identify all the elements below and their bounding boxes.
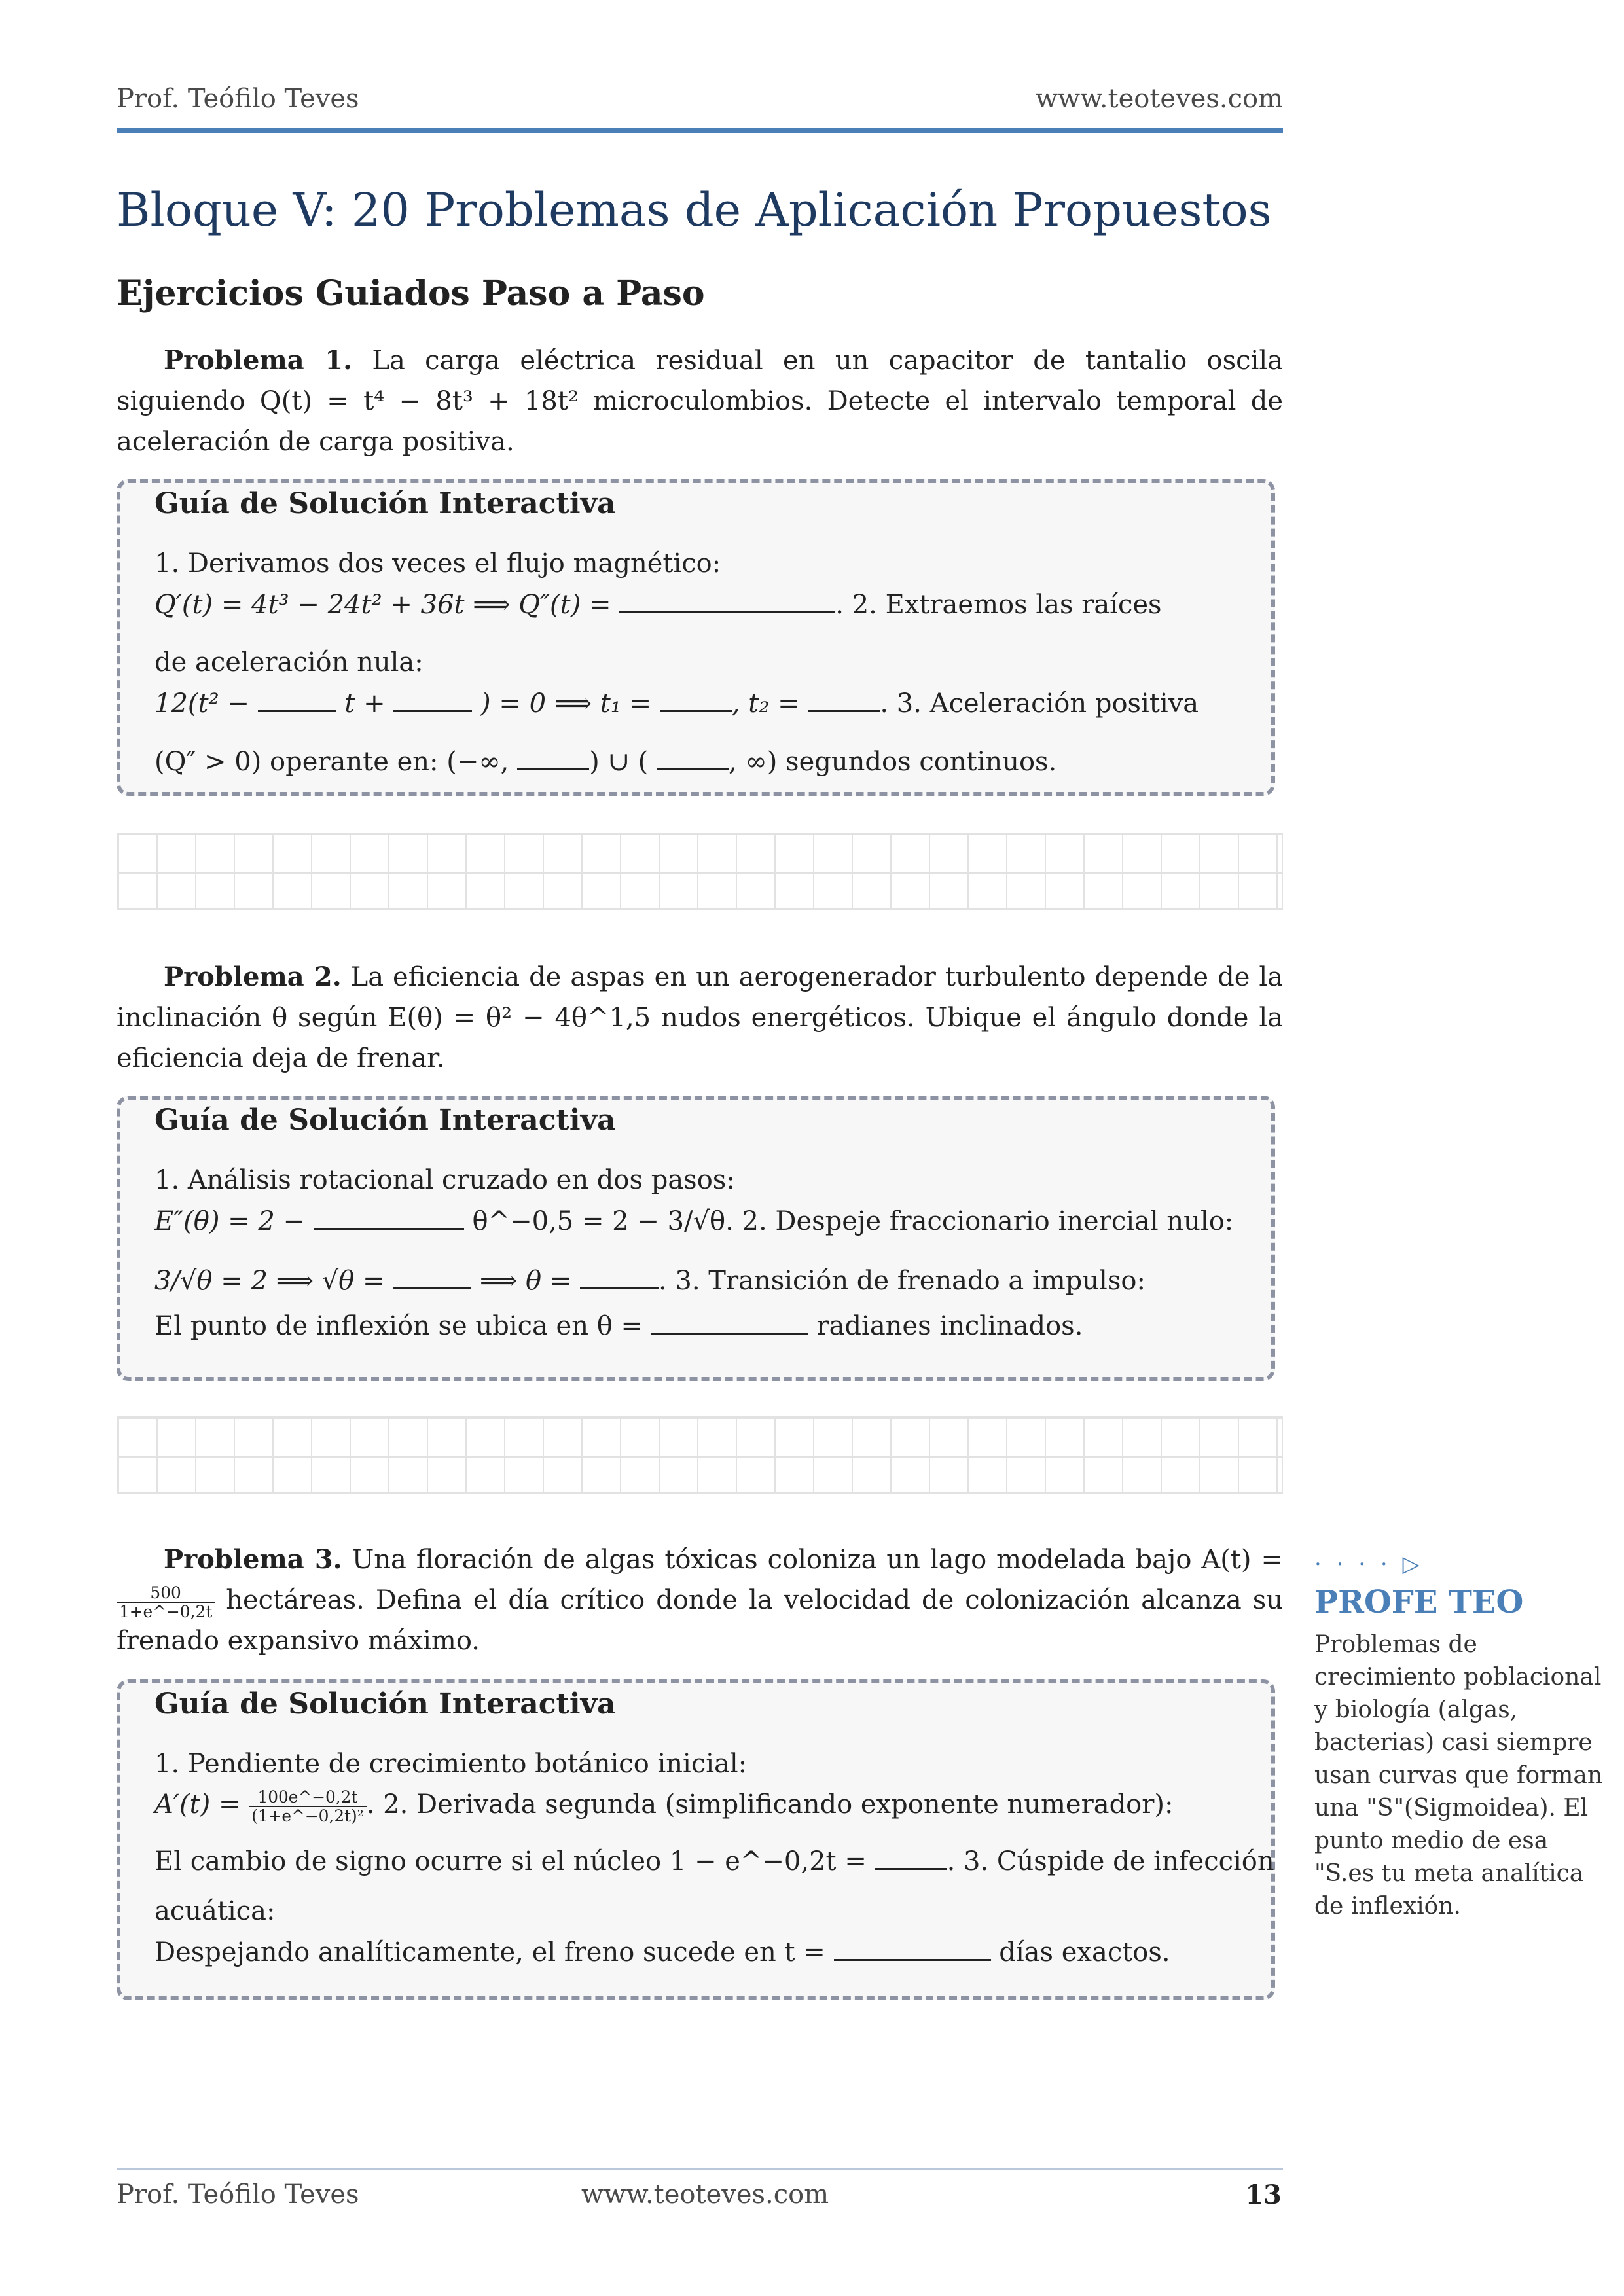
guide-3-step-1: 1. Pendiente de crecimiento botánico inicial: — [154, 1749, 748, 1779]
guide-1-eq-part-d: , t₂ = — [731, 689, 800, 719]
guide-1-step-2: . 2. Extraemos las raíces — [835, 590, 1162, 620]
header-divider — [117, 128, 1283, 133]
side-note-title: PROFE TEO — [1314, 1584, 1524, 1621]
guide-1-title: Guía de Solución Interactiva — [154, 487, 616, 520]
guide-3-solve-b: días exactos. — [999, 1937, 1170, 1968]
answer-blank[interactable] — [393, 1260, 471, 1289]
side-note-text: Problemas de crecimiento poblacional y biología (algas, bacterias) casi siempre usan curvas que forman una "S"(Sigmoidea). El punto medio de esa "S.es tu meta analítica de inflexión. — [1314, 1631, 1602, 1920]
section-subtitle: Ejercicios Guiados Paso a Paso — [117, 274, 705, 314]
answer-blank[interactable] — [834, 1931, 991, 1961]
guide-2-step-1: 1. Análisis rotacional cruzado en dos pasos: — [154, 1165, 735, 1195]
guide-2-body — [154, 1160, 1245, 1353]
scratch-grid-2[interactable] — [117, 1416, 1283, 1494]
header-author: Prof. Teófilo Teves — [117, 84, 359, 114]
guide-2-inflection-b: radianes inclinados. — [816, 1311, 1083, 1341]
answer-blank[interactable] — [657, 741, 729, 770]
guide-1-eq-part-a: 12(t² − — [154, 689, 249, 719]
guide-1-derivative: Q′(t) = 4t³ − 24t² + 36t ⟹ Q″(t) = — [154, 590, 611, 620]
answer-blank[interactable] — [580, 1260, 659, 1289]
answer-blank[interactable] — [314, 1200, 464, 1230]
guide-2-title: Guía de Solución Interactiva — [154, 1103, 616, 1137]
answer-blank[interactable] — [808, 683, 880, 712]
guide-2-step-3: . 3. Transición de frenado a impulso: — [659, 1266, 1146, 1296]
guide-3-step-2: . 2. Derivada segunda (simplificando exponente numerador): — [366, 1789, 1174, 1820]
problem-3-fraction-den: 1+e^−0,2t — [119, 1602, 213, 1621]
guide-3-eq-a: A′(t) = — [154, 1789, 241, 1820]
problem-3-statement-b: hectáreas. Defina el día crítico donde la velocidad de colonización alcanza su frenado expansivo máximo. — [117, 1585, 1283, 1657]
answer-blank[interactable] — [619, 584, 835, 613]
guide-1-roots-intro: de aceleración nula: — [154, 647, 424, 677]
guide-3-solve-a: Despejando analíticamente, el freno sucede en t = — [154, 1937, 825, 1968]
guide-2-eq-b: θ^−0,5 = 2 − 3/√θ. 2. Despeje fraccionario inercial nulo: — [472, 1206, 1234, 1236]
guide-1-interval-c: , ∞) segundos continuos. — [728, 747, 1057, 777]
answer-blank[interactable] — [651, 1305, 808, 1335]
problem-3-fraction — [117, 1584, 215, 1621]
guide-box-3 — [117, 1679, 1275, 2000]
guide-3-title: Guía de Solución Interactiva — [154, 1687, 616, 1721]
guide-3-step-3: . 3. Cúspide de infección — [947, 1846, 1274, 1877]
side-note — [1314, 1551, 1602, 1923]
problem-2-statement: La eficiencia de aspas en un aerogenerador turbulento depende de la inclinación θ según E(θ) = θ² − 4θ^1,5 nudos energéticos. Ubique el ángulo donde la eficiencia deja de frenar. — [117, 962, 1284, 1073]
guide-box-2 — [117, 1096, 1275, 1381]
guide-1-interval-a: (Q″ > 0) operante en: (−∞, — [154, 747, 509, 777]
footer-divider — [117, 2168, 1283, 2170]
header-website[interactable]: www.teoteves.com — [1035, 84, 1283, 114]
answer-blank[interactable] — [875, 1840, 947, 1870]
scratch-grid-1[interactable] — [117, 833, 1283, 910]
answer-blank[interactable] — [660, 683, 732, 712]
guide-1-step-3: . 3. Aceleración positiva — [880, 689, 1199, 719]
problem-1-label: Problema 1. — [164, 345, 353, 376]
guide-2-root-a: 3/√θ = 2 ⟹ √θ = — [154, 1266, 385, 1296]
guide-3-fraction — [249, 1788, 366, 1825]
problem-3-statement-a: Una floración de algas tóxicas coloniza un lago modelada bajo A(t) = — [352, 1545, 1283, 1575]
guide-3-body — [154, 1744, 1274, 1979]
guide-1-eq-part-b: t + — [344, 689, 386, 719]
problem-3-fraction-num: 500 — [117, 1584, 215, 1603]
guide-1-body — [154, 543, 1245, 789]
problem-3 — [117, 1539, 1283, 1661]
side-note-arrow-icon: · · · · ▷ — [1314, 1551, 1424, 1577]
footer-website[interactable]: www.teoteves.com — [581, 2179, 829, 2210]
guide-3-fraction-den: (1+e^−0,2t)² — [251, 1806, 364, 1825]
problem-2-label: Problema 2. — [164, 961, 342, 992]
page-number: 13 — [1245, 2179, 1282, 2210]
answer-blank[interactable] — [517, 741, 589, 770]
footer-author: Prof. Teófilo Teves — [117, 2179, 359, 2210]
guide-1-eq-part-c: ) = 0 ⟹ t₁ = — [480, 689, 652, 719]
guide-2-root-b: ⟹ θ = — [479, 1266, 572, 1296]
guide-3-aquatic: acuática: — [154, 1896, 276, 1927]
problem-1 — [117, 340, 1283, 462]
problem-2 — [117, 957, 1283, 1079]
guide-2-eq-a: E″(θ) = 2 − — [154, 1206, 306, 1236]
guide-3-sign-a: El cambio de signo ocurre si el núcleo 1 − e^−0,2t = — [154, 1846, 867, 1877]
problem-3-label: Problema 3. — [164, 1544, 342, 1575]
guide-3-fraction-num: 100e^−0,2t — [249, 1788, 366, 1807]
guide-1-step-1: 1. Derivamos dos veces el flujo magnético: — [154, 548, 721, 579]
answer-blank[interactable] — [393, 683, 472, 712]
page-title: Bloque V: 20 Problemas de Aplicación Propuestos — [117, 183, 1272, 237]
guide-1-interval-b: ) ∪ ( — [589, 747, 649, 777]
answer-blank[interactable] — [258, 683, 336, 712]
guide-2-inflection-a: El punto de inflexión se ubica en θ = — [154, 1311, 643, 1341]
problem-1-statement: La carga eléctrica residual en un capacitor de tantalio oscila siguiendo Q(t) = t⁴ − 8t³ + 18t² microculombios. Detecte el intervalo temporal de aceleración de carga positiva. — [117, 346, 1283, 457]
guide-box-1 — [117, 479, 1275, 796]
